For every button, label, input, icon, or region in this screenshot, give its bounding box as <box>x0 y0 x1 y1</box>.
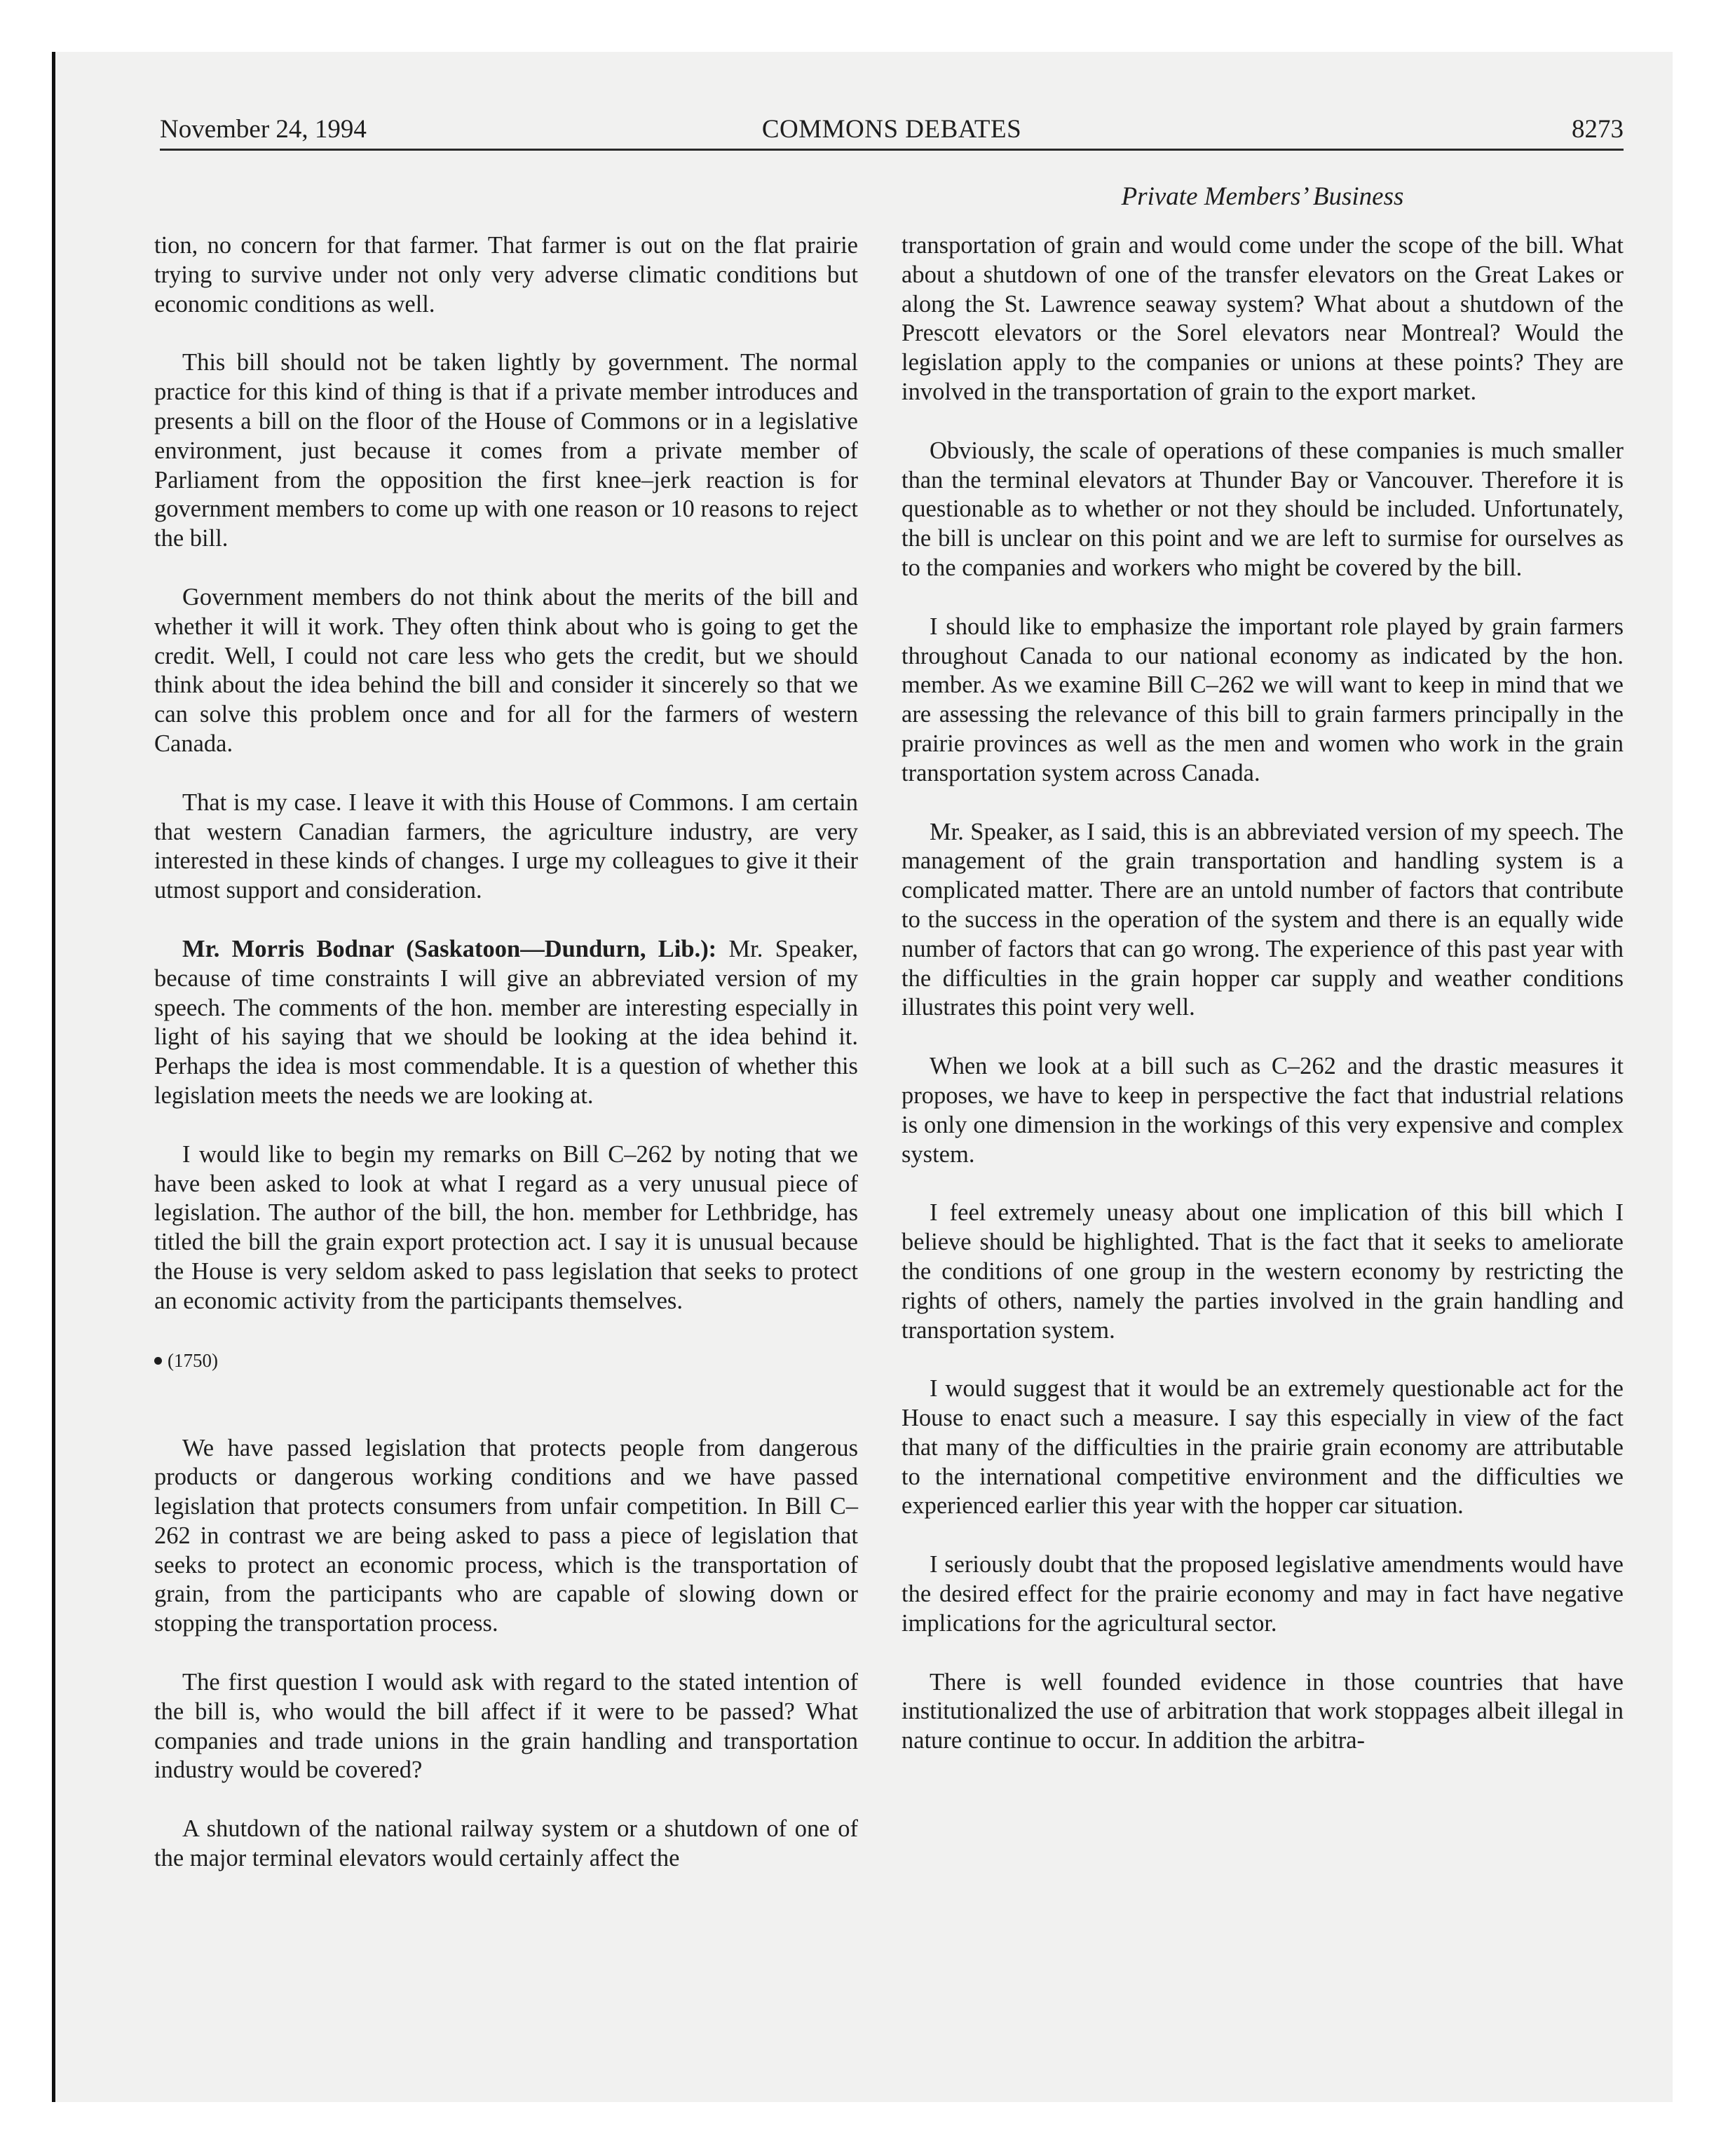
paragraph: I would like to begin my remarks on Bill C–262 by noting that we have been asked to look at what I regard as a very unusual piece of legislation. The author of the bill, the hon. member for Lethbridge, has titled the bill the grain export protection act. I say it is unusual because the House is very seldom asked to pass legislation that seeks to protect an economic activity from the participants themselves. <box>154 1140 858 1314</box>
paragraph: I feel extremely uneasy about one implication of this bill which I believe should be highlighted. That is the fact that it seeks to ameliorate the conditions of one group in the western economy by restricting the rights of others, namely the parties involved in the grain handling and transportation system. <box>901 1199 1624 1344</box>
paragraph: transportation of grain and would come under the scope of the bill. What about a shutdown of one of the transfer elevators on the Great Lakes or along the St. Lawrence seaway system? What about a shutdown of the Prescott elevators or the Sorel elevators near Montreal? Would the legislation apply to the companies or unions at these points? They are involved in the transportation of grain to the export market. <box>901 232 1624 405</box>
bullet-icon <box>154 1357 162 1365</box>
paragraph: Government members do not think about the merits of the bill and whether it will it work. They often think about who is going to get the credit. Well, I could not care less who gets the credit, but we should think about the idea behind the bill and consider it sincerely so that we can solve this problem once and for all for the farmers of western Canada. <box>154 583 858 757</box>
paragraph: I would suggest that it would be an extremely questionable act for the House to enact such a measure. I say this especially in view of the fact that many of the difficulties in the prairie grain economy are attributable to the international competitive environment and the difficulties we experienced earlier this year with the hopper car situation. <box>901 1375 1624 1520</box>
paragraph: Obviously, the scale of operations of these companies is much smaller than the terminal elevators at Thunder Bay or Vancouver. Therefore it is questionable as to whether or not they should be included. Unfortunately, the bill is unclear on this point and we are left to surmise for ourselves as to the companies and workers who might be covered by the bill. <box>901 437 1624 581</box>
time-marker-text: (1750) <box>168 1349 218 1371</box>
section-title: Private Members’ Business <box>1121 182 1404 211</box>
right-column <box>901 231 1624 1785</box>
speaker-paragraph <box>154 935 858 1111</box>
running-header <box>160 111 1624 149</box>
speaker-name: Mr. Morris Bodnar (Saskatoon—Dundurn, Lib.): <box>182 935 717 962</box>
time-marker <box>154 1346 858 1375</box>
paragraph: There is well founded evidence in those countries that have institutionalized the use of arbitration that work stoppages albeit illegal in nature continue to occur. In addition the arbitra- <box>901 1668 1624 1754</box>
header-date: November 24, 1994 <box>160 115 367 144</box>
paragraph: I seriously doubt that the proposed legislative amendments would have the desired effect for the prairie economy and may in fact have negative implications for the agricultural sector. <box>901 1551 1624 1637</box>
paragraph: A shutdown of the national railway system or a shutdown of one of the major terminal elevators would certainly affect the <box>154 1815 858 1872</box>
header-rule <box>160 149 1624 151</box>
speaker-text: Mr. Speaker, because of time constraints I will give an abbreviated version of my speech. The comments of the hon. member are interesting especially in light of his saying that we should be looking at the idea behind it. Perhaps the idea is most commendable. It is a question of whether this legislation meets the needs we are looking at. <box>154 935 858 1109</box>
paragraph: This bill should not be taken lightly by government. The normal practice for this kind of thing is that if a private member introduces and presents a bill on the floor of the House of Commons or in a legislative environment, just because it comes from a private member of Parliament from the opposition the first knee–jerk reaction is for government members to come up with one reason or 10 reasons to reject the bill. <box>154 349 858 552</box>
paragraph: We have passed legislation that protects people from dangerous products or dangerous working conditions and we have passed legislation that protects consumers from unfair competition. In Bill C–262 in contrast we are being asked to pass a piece of legislation that seeks to protect an economic process, which is the transportation of grain, from the participants who are capable of slowing down or stopping the transportation process. <box>154 1434 858 1637</box>
paragraph: That is my case. I leave it with this House of Commons. I am certain that western Canadian farmers, the agriculture industry, are very interested in these kinds of changes. I urge my colleagues to give it their utmost support and consideration. <box>154 789 858 904</box>
paragraph: When we look at a bill such as C–262 and the drastic measures it proposes, we have to keep in perspective the fact that industrial relations is only one dimension in the workings of this very expensive and complex system. <box>901 1053 1624 1168</box>
paragraph: Mr. Speaker, as I said, this is an abbreviated version of my speech. The management of the grain transportation and handling system is a complicated matter. There are an untold number of factors that contribute to the success in the operation of the system and there is an equally wide number of factors that can go wrong. The experience of this past year with the difficulties in the grain hopper car supply and weather conditions illustrates this point very well. <box>901 818 1624 1021</box>
header-page-number: 8273 <box>1572 115 1624 144</box>
header-publication: COMMONS DEBATES <box>761 115 1022 144</box>
binding-edge <box>52 52 55 2102</box>
paragraph: tion, no concern for that farmer. That farmer is out on the flat prairie trying to survive under not only very adverse climatic conditions but economic conditions as well. <box>154 232 858 318</box>
paragraph: I should like to emphasize the important role played by grain farmers throughout Canada to our national economy as indicated by the hon. member. As we examine Bill C–262 we will want to keep in mind that we are assessing the relevance of this bill to grain farmers principally in the prairie provinces as well as the men and women who work in the grain transportation system across Canada. <box>901 613 1624 786</box>
left-column <box>154 231 858 1903</box>
paragraph: The first question I would ask with regard to the stated intention of the bill is, who would the bill affect if it were to be passed? What companies and trade unions in the grain handling and transportation industry would be covered? <box>154 1669 858 1784</box>
